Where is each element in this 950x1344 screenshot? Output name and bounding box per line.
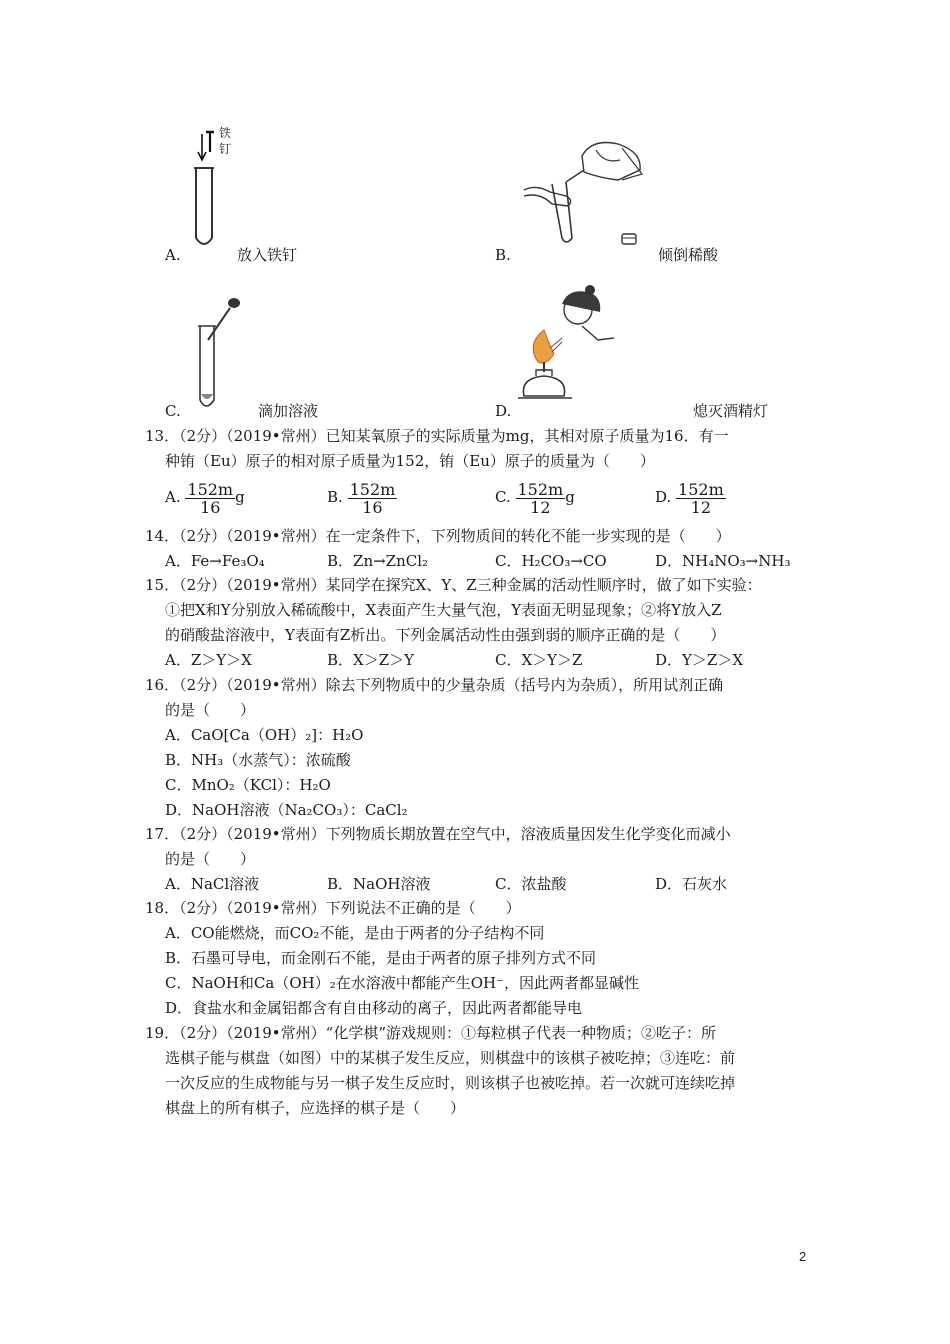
q17-stem-line-2: 的是（ ） [165,850,256,868]
q13-c-unit: g [565,488,575,506]
q13-option-a [165,478,245,516]
q12-option-a-letter: A. [165,246,181,264]
q13-c-fraction: $\frac{152m}{12}$ [517,479,564,517]
q15-option-b: B．X＞Z＞Y [327,651,415,669]
fig-label-iron: 铁 [219,126,232,140]
q15-stem-line-1: 15．（2分）（2019•常州）某同学在探究X、Y、Z三种金属的活动性顺序时，做了如下实验： [145,576,762,594]
q19-stem-line-4: 棋盘上的所有棋子，应选择的棋子是（ ） [165,1099,466,1117]
pouring-acid-figure [522,134,652,250]
page-number: 2 [799,1249,807,1264]
q19-stem-line-2: 选棋子能与棋盘（如图）中的某棋子发生反应，则棋盘中的该棋子被吃掉；③连吃：前 [165,1049,736,1067]
q14-stem: 14．（2分）（2019•常州）在一定条件下，下列物质间的转化不能一步实现的是（ ） [145,527,731,545]
q14-option-d: D．NH₄NO₃→NH₃ [655,552,791,570]
test-tube-nail-figure [188,126,248,250]
q13-option-b [327,478,397,516]
fig-label-nail: 钉 [219,142,232,156]
q16-option-b: B．NH₃（水蒸气）：浓硫酸 [165,751,351,769]
q13-b-letter: B. [327,488,343,506]
q12-option-b-label: 倾倒稀酸 [658,246,719,264]
q13-c-letter: C. [495,488,511,506]
q13-stem-line-1: 13．（2分）（2019•常州）已知某氧原子的实际质量为mg，其相对原子质量为16．有一 [145,427,729,445]
q17-option-a: A．NaCl溶液 [165,875,260,893]
q16-option-c: C．MnO₂（KCl）：H₂O [165,776,331,794]
q15-option-d: D．Y＞Z＞X [655,651,744,669]
q13-option-c [495,478,575,516]
q18-stem: 18．（2分）（2019•常州）下列说法不正确的是（ ） [145,899,521,917]
q14-option-c: C．H₂CO₃→CO [495,552,607,570]
q15-stem-line-3: 的硝酸盐溶液中，Y表面有Z析出。下列金属活动性由强到弱的顺序正确的是（ ） [165,626,726,644]
q16-stem-line-2: 的是（ ） [165,701,256,719]
q15-option-c: C．X＞Y＞Z [495,651,583,669]
q12-option-d-label: 熄灭酒精灯 [693,402,769,420]
q17-option-b: B．NaOH溶液 [327,875,431,893]
q13-b-fraction: $\frac{152m}{16}$ [349,479,396,517]
q18-option-a: A．CO能燃烧，而CO₂不能，是由于两者的分子结构不同 [165,924,545,942]
q15-option-a: A．Z＞Y＞X [165,651,252,669]
q18-option-d: D．食盐水和金属铝都含有自由移动的离子，因此两者都能导电 [165,999,583,1017]
q13-option-d [655,478,726,516]
q12-option-d-letter: D. [495,402,512,420]
q17-stem-line-1: 17．（2分）（2019•常州）下列物质长期放置在空气中，溶液质量因发生化学变化而减小 [145,825,731,843]
q12-option-a-label: 放入铁钉 [237,246,298,264]
q13-a-unit: g [235,488,245,506]
q19-stem-line-3: 一次反应的生成物能与另一棋子发生反应时，则该棋子也被吃掉。若一次就可连续吃掉 [165,1074,736,1092]
q16-stem-line-1: 16．（2分）（2019•常州）除去下列物质中的少量杂质（括号内为杂质），所用试剂正确 [145,676,724,694]
q17-option-d: D．石灰水 [655,875,728,893]
q18-option-b: B．石墨可导电，而金刚石不能，是由于两者的原子排列方式不同 [165,949,597,967]
q18-option-c: C．NaOH和Ca（OH）₂在水溶液中都能产生OH⁻，因此两者都显碱性 [165,974,640,992]
q17-option-c: C．浓盐酸 [495,875,567,893]
q15-stem-line-2: ①把X和Y分别放入稀硫酸中，X表面产生大量气泡，Y表面无明显现象；②将Y放入Z [165,601,722,619]
q13-a-letter: A. [165,488,181,506]
q16-option-d: D．NaOH溶液（Na₂CO₃）：CaCl₂ [165,801,408,819]
q12-option-b-letter: B. [495,246,511,264]
q14-option-b: B．Zn→ZnCl₂ [327,552,429,570]
dropper-figure [194,296,244,412]
q16-option-a: A．CaO[Ca（OH）₂]：H₂O [165,726,364,744]
alcohol-lamp-figure [516,282,626,412]
q13-d-fraction: $\frac{152m}{12}$ [678,479,724,517]
q13-a-fraction: $\frac{152m}{16}$ [187,479,234,517]
q19-stem-line-1: 19．（2分）（2019•常州）“化学棋”游戏规则：①每粒棋子代表一种物质；②吃子：所 [145,1024,716,1042]
q13-stem-line-2: 种铕（Eu）原子的相对原子质量为152，铕（Eu）原子的质量为（ ） [165,452,655,470]
q14-option-a: A．Fe→Fe₃O₄ [165,552,265,570]
q12-option-c-label: 滴加溶液 [258,402,319,420]
q12-option-c-letter: C. [165,402,181,420]
q13-d-letter: D. [655,488,672,506]
